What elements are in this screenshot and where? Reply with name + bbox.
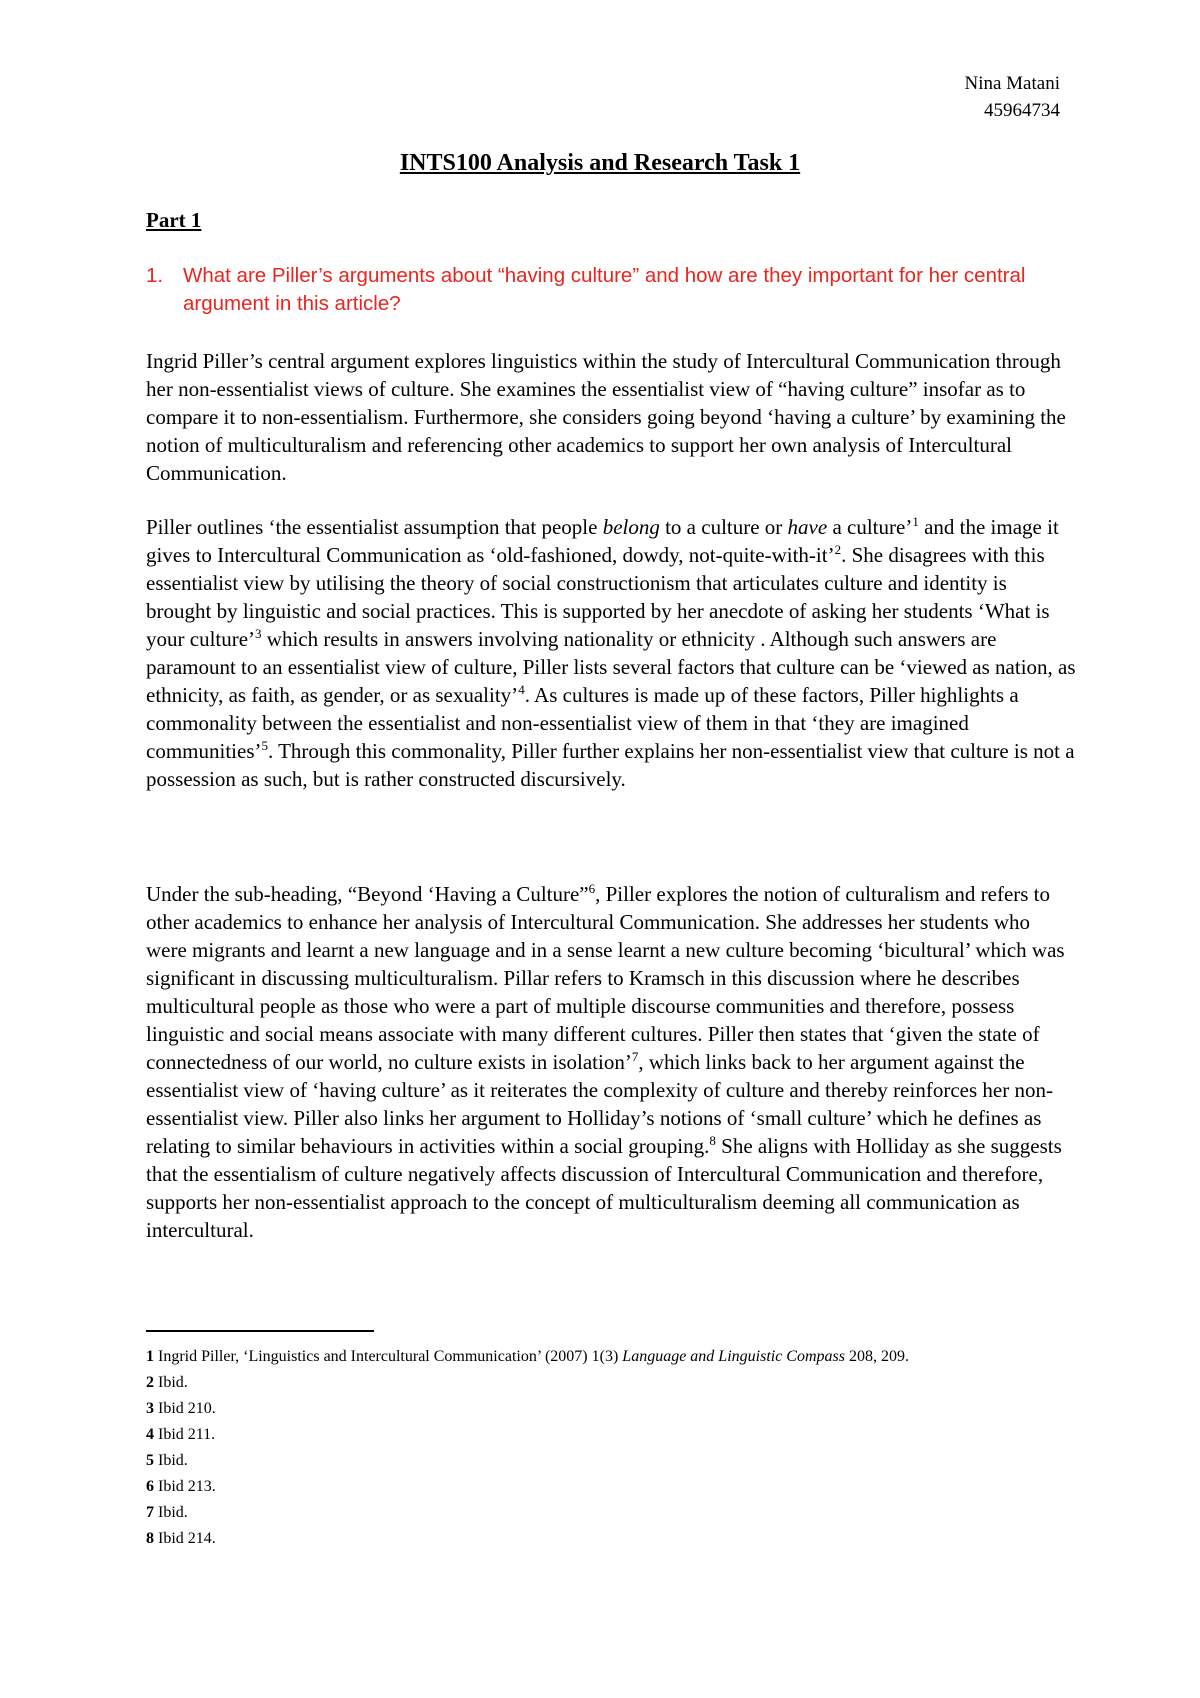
footnote-number: 3 — [146, 1400, 154, 1417]
question-1 — [146, 262, 1066, 318]
footnote-ref-4[interactable]: 4 — [518, 682, 525, 697]
footnote-text: Ibid 213. — [158, 1478, 216, 1495]
p2-text: . Through this commonality, Piller further explains her non-essentialist view that culture is not a possession as such, but is rather constructed discursively. — [146, 739, 1075, 791]
p3-text: Under the sub-heading, “Beyond ‘Having a Culture” — [146, 882, 589, 906]
footnote-number: 4 — [146, 1426, 154, 1443]
footnote-ref-3[interactable]: 3 — [255, 626, 262, 641]
document-title: INTS100 Analysis and Research Task 1 — [399, 150, 801, 176]
part-heading: Part 1 — [146, 208, 202, 232]
author-name: Nina Matani — [964, 73, 1060, 94]
p2-text: and the image it gives to Intercultural Communication as ‘old-fashioned, dowdy, not-quite-with-it’ — [146, 515, 1059, 567]
footnote-text: Ibid. — [158, 1452, 188, 1469]
footnotes-list — [146, 1344, 1076, 1552]
footnote-ref-7[interactable]: 7 — [631, 1049, 639, 1064]
p2-text: Piller outlines ‘the essentialist assumption that people — [146, 515, 603, 539]
footnote-number: 8 — [146, 1530, 154, 1547]
footnote-ref-8[interactable]: 8 — [709, 1133, 716, 1148]
footnote-item — [146, 1422, 1076, 1448]
footnote-number: 7 — [146, 1504, 154, 1521]
p2-text: to a culture or — [659, 515, 788, 539]
p2-text: a culture’ — [827, 515, 913, 539]
p2-text: . As cultures is made up of these factors, Piller highlights a commonality between the essentialist and non-essentialist view of them in that ‘they are imagined communities’ — [146, 683, 1019, 763]
footnote-item — [146, 1500, 1076, 1526]
footnote-item — [146, 1344, 1076, 1370]
p2-text: which results in answers involving nationality or ethnicity . Although such answers are paramount to an essentialist view of culture, Piller lists several factors that culture can be ‘viewed as nation, as ethnicity, as faith, as gender, or as sexuality’ — [146, 627, 1076, 707]
paragraph-3 — [146, 880, 1076, 1244]
footnote-item — [146, 1474, 1076, 1500]
p3-text: , Piller explores the notion of culturalism and refers to other academics to enhance her analysis of Intercultural Communication. She addresses her students who were migrants and learnt a new language and in a sense learnt a new culture becoming ‘bicultural’ which was significant in discussing multiculturalism. Pillar refers to Kramsch in this discussion where he describes multicultural people as those who were a part of multiple discourse communities and therefore, possess linguistic and social means associate with many different cultures. Piller then states that ‘given the state of connectedness of our world, no culture exists in isolation’ — [146, 882, 1065, 1074]
footnote-ref-2[interactable]: 2 — [834, 542, 842, 557]
author-header — [964, 70, 1060, 124]
p2-emphasis-have: have — [787, 515, 828, 539]
p2-emphasis-belong: belong — [602, 515, 660, 539]
paragraph-1: Ingrid Piller’s central argument explores linguistics within the study of Intercultural Communication through her non-essentialist views of culture. She examines the essentialist view of “having culture” insofar as to compare it to non-essentialism. Furthermore, she considers going beyond ‘having a culture’ by examining the notion of multiculturalism and referencing other academics to support her own analysis of Intercultural Communication. — [146, 349, 1066, 485]
footnote-text: Ibid 211. — [158, 1426, 216, 1443]
footnote-text: Ibid 214. — [158, 1530, 216, 1547]
p3-text: , which links back to her argument against the essentialist view of ‘having culture’ as it reiterates the complexity of culture and thereby reinforces her non-essentialist view. Piller also links her argument to Holliday’s notions of ‘small culture’ which he defines as relating to similar behaviours in activities within a social grouping. — [146, 1050, 1053, 1158]
footnote-item — [146, 1396, 1076, 1422]
footnote-text: Ingrid Piller, ‘Linguistics and Intercultural Communication’ (2007) 1(3) — [158, 1348, 623, 1365]
footnote-number: 2 — [146, 1374, 154, 1391]
footnote-number: 6 — [146, 1478, 154, 1495]
footnote-number: 5 — [146, 1452, 154, 1469]
footnote-text: Ibid 210. — [158, 1400, 216, 1417]
footnote-text: Ibid. — [158, 1374, 188, 1391]
footnote-pages: 208, 209. — [844, 1348, 909, 1365]
footnote-ref-5[interactable]: 5 — [261, 738, 268, 753]
p3-text: She aligns with Holliday as she suggests that the essentialism of culture negatively affects discussion of Intercultural Communication and therefore, supports her non-essentialist approach to the concept of multiculturalism deeming all communication as intercultural. — [146, 1134, 1062, 1242]
footnote-item — [146, 1370, 1076, 1396]
paragraph-2 — [146, 513, 1076, 793]
footnote-item — [146, 1448, 1076, 1474]
footnote-text: Ibid. — [158, 1504, 188, 1521]
footnote-item — [146, 1526, 1076, 1552]
p2-text: . She disagrees with this essentialist view by utilising the theory of social constructionism that articulates culture and identity is brought by linguistic and social practices. This is supported by her anecdote of asking her students ‘What is your culture’ — [146, 543, 1050, 651]
footnote-ref-6[interactable]: 6 — [588, 881, 596, 896]
footnote-number: 1 — [146, 1348, 154, 1365]
student-id: 45964734 — [984, 100, 1060, 121]
footnote-journal: Language and Linguistic Compass — [622, 1348, 845, 1365]
question-number: 1. — [146, 264, 164, 287]
footnote-separator — [146, 1330, 374, 1332]
footnote-ref-1[interactable]: 1 — [912, 514, 919, 529]
question-text: What are Piller’s arguments about “having culture” and how are they important for her central argument in this article? — [183, 264, 1026, 315]
